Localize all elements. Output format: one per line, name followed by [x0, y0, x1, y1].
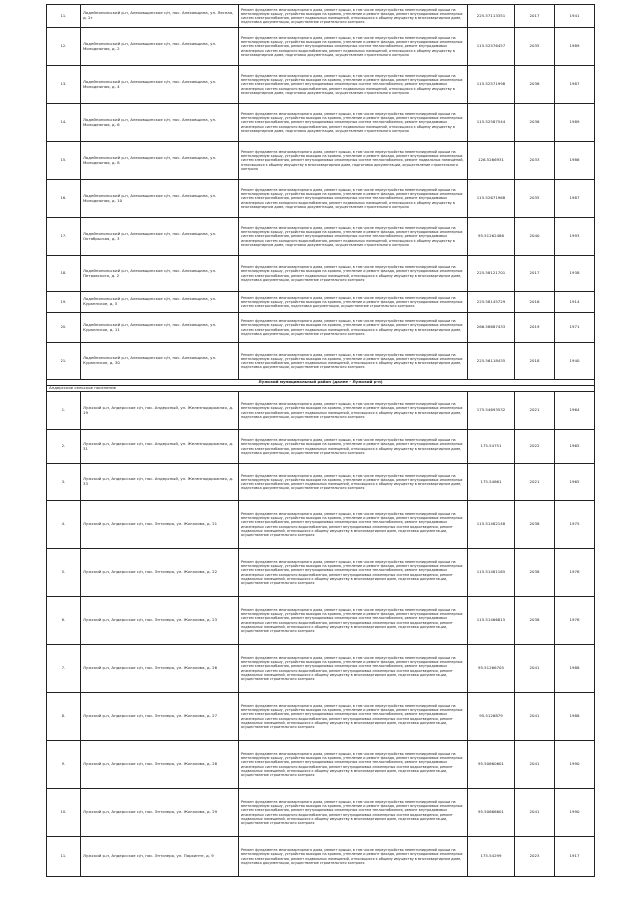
settlement-heading: Андерсское сельское поселение [47, 386, 595, 392]
planned-year: 2038 [515, 597, 555, 645]
planned-year: 2040 [515, 218, 555, 256]
building-address: Лодейнопольский р-н, Алеховщинское с/п, пос. Алеховщина, ул. Октябрьская, д. 3 [81, 218, 239, 256]
year-built: 1993 [555, 218, 595, 256]
row-number: 18. [47, 256, 81, 292]
repair-cost: 225.58121701 [468, 256, 515, 292]
planned-year: 2036 [515, 104, 555, 142]
planned-year: 2035 [515, 180, 555, 218]
repair-cost: 225.56118435 [468, 343, 515, 380]
table-row [47, 392, 595, 430]
year-built: 1986 [555, 142, 595, 180]
year-built: 1914 [555, 292, 595, 313]
row-number: 6. [47, 597, 81, 645]
repair-cost: 175.54693532 [468, 392, 515, 430]
table-row [47, 693, 595, 741]
table-row [47, 313, 595, 343]
repair-cost: 115.52671968 [468, 180, 515, 218]
building-address: Лодейнопольский р-н, Алеховщинское с/п, пос. Алеховщина, ул. Кураннское, д. 11 [81, 313, 239, 343]
table-row [47, 292, 595, 313]
row-number: 12. [47, 28, 81, 66]
year-built: 1990 [555, 741, 595, 789]
building-address: Лодейнопольский р-н, Алеховщинское с/п, пос. Алеховщина, ул. Молодежная, д. 8 [81, 142, 239, 180]
repair-works: Ремонт фундамента многоквартирного дома, ремонт крыши, в том числе переустройство невентилируемой крыши на вентилируемую крышу, устройство выходов на кровлю, утепление и ремонт фасада, ремонт внутридомовых инженерных систем электроснабжения, ремонт внутридомовых инженерных систем теплоснабжения, ремонт внутридомовых инженерных систем холодного водоснабжения, ремонт подвальных помещений, относящихся к общему имуществу в многоквартирном доме, подготовка документации, осуществление строительного контроля [239, 66, 468, 104]
building-address: Лодейнопольский р-н, Алеховщинское с/п, пос. Алеховщина, ул. Молодежная, д. 4 [81, 66, 239, 104]
year-built: 1988 [555, 645, 595, 693]
planned-year: 2016 [515, 292, 555, 313]
capital-repair-table-page [46, 4, 594, 877]
repair-cost: 225.57113351 [468, 5, 515, 28]
table-row [47, 256, 595, 292]
planned-year: 2036 [515, 66, 555, 104]
district-heading: Лужский муниципальный район (далее - Лужский р-н) [47, 380, 595, 386]
repair-works: Ремонт фундамента многоквартирного дома, ремонт крыши, в том числе переустройство невентилируемой крыши на вентилируемую крышу, устройство выходов на кровлю, утепление и ремонт фасада, ремонт внутридомовых инженерных систем электроснабжения, ремонт внутридомовых инженерных систем теплоснабжения, ремонт внутридомовых инженерных систем холодного водоснабжения, ремонт внутридомовых инженерных систем водоотведения, ремонт подвальных помещений, относящихся к общему имуществу в многоквартирном доме, подготовка документации, осуществление строительного контроля [239, 501, 468, 549]
building-address: Лодейнопольский р-н, Алеховщинское с/п, пос. Алеховщина, ул. Петровского, д. 2 [81, 256, 239, 292]
repair-cost: 175.54299 [468, 837, 515, 877]
row-number: 21. [47, 343, 81, 380]
repair-works: Ремонт фундамента многоквартирного дома, ремонт крыши, в том числе переустройство невентилируемой крыши на вентилируемую крышу, устройство выходов на кровлю, утепление и ремонт фасада, ремонт внутридомовых инженерных систем электроснабжения, ремонт внутридомовых инженерных систем теплоснабжения, ремонт подвальных помещений, относящихся к общему имуществу в многоквартирном доме, подготовка документации, осуществление строительного контроля [239, 142, 468, 180]
planned-year: 2041 [515, 693, 555, 741]
table-row [47, 597, 595, 645]
planned-year: 2018 [515, 343, 555, 380]
repair-cost: 95.50660601 [468, 741, 515, 789]
repair-cost: 95.5126879 [468, 693, 515, 741]
building-address: Лодейнопольский р-н, Алеховщинское с/п, пос. Алеховщина, ул. Кураннское, д. 30 [81, 343, 239, 380]
repair-works: Ремонт фундамента многоквартирного дома, ремонт крыши, в том числе переустройство невентилируемой крыши на вентилируемую крышу, устройство выходов на кровлю, утепление и ремонт фасада, ремонт внутридомовых инженерных систем электроснабжения, ремонт внутридомовых инженерных систем теплоснабжения, ремонт внутридомовых инженерных систем холодного водоснабжения, ремонт внутридомовых инженерных систем водоотведения, ремонт подвальных помещений, относящихся к общему имуществу в многоквартирном доме, подготовка документации, осуществление строительного контроля [239, 549, 468, 597]
row-number: 5. [47, 549, 81, 597]
repair-cost: 115.51481165 [468, 549, 515, 597]
planned-year: 2021 [515, 392, 555, 430]
repair-cost: 225.58145729 [468, 292, 515, 313]
year-built: 1988 [555, 693, 595, 741]
repair-works: Ремонт фундамента многоквартирного дома, ремонт крыши, в том числе переустройство невентилируемой крыши на вентилируемую крышу, устройство выходов на кровлю, утепление и ремонт фасада, ремонт внутридомовых инженерных систем электроснабжения, ремонт внутридомовых инженерных систем теплоснабжения, ремонт внутридомовых инженерных систем холодного водоснабжения, ремонт подвальных помещений, относящихся к общему имуществу в многоквартирном доме, подготовка документации, осуществление строительного контроля [239, 28, 468, 66]
year-built: 1976 [555, 597, 595, 645]
building-address: Лодейнопольский р-н, Алеховщинское с/п, пос. Алеховщина, ул. Лесная, д. 2г [81, 5, 239, 28]
table-row [47, 837, 595, 877]
row-number: 11. [47, 5, 81, 28]
table-row [47, 741, 595, 789]
year-built: 1971 [555, 313, 595, 343]
repair-cost: 115.52576457 [468, 28, 515, 66]
row-number: 1. [47, 392, 81, 430]
building-address: Лужский р-н, Андерсское с/п, пос. Андерсный, ул. Железнодорожная, д. 31 [81, 430, 239, 464]
planned-year: 2021 [515, 464, 555, 501]
repair-cost: 115.52587544 [468, 104, 515, 142]
year-built: 1990 [555, 789, 595, 837]
table-row [47, 645, 595, 693]
row-number: 15. [47, 142, 81, 180]
repair-cost: 115.51482148 [468, 501, 515, 549]
row-number: 20. [47, 313, 81, 343]
planned-year: 2041 [515, 741, 555, 789]
repair-works: Ремонт фундамента многоквартирного дома, ремонт крыши, в том числе переустройство невентилируемой крыши на вентилируемую крышу, устройство выходов на кровлю, утепление и ремонт фасада, ремонт внутридомовых инженерных систем электроснабжения, ремонт внутридомовых инженерных систем теплоснабжения, ремонт внутридомовых инженерных систем холодного водоснабжения, ремонт внутридомовых инженерных систем водоотведения, ремонт подвальных помещений, относящихся к общему имуществу в многоквартирном доме, подготовка документации, осуществление строительного контроля [239, 645, 468, 693]
repair-cost: 115.51466815 [468, 597, 515, 645]
repair-works: Ремонт фундамента многоквартирного дома, ремонт крыши, в том числе переустройство невентилируемой крыши на вентилируемую крышу, устройство выходов на кровлю, утепление и ремонт фасада, ремонт внутридомовых инженерных систем электроснабжения, ремонт подвальных помещений, относящихся к общему имуществу в многоквартирном доме, подготовка документации, осуществление строительного контроля [239, 313, 468, 343]
table-row [47, 218, 595, 256]
year-built: 1976 [555, 549, 595, 597]
row-number: 11. [47, 837, 81, 877]
planned-year: 2038 [515, 501, 555, 549]
planned-year: 2022 [515, 430, 555, 464]
planned-year: 2019 [515, 313, 555, 343]
building-address: Лужский р-н, Андерсское с/п, пос. Андерсный, ул. Железнодорожная, д. 19 [81, 392, 239, 430]
building-address: Лужский р-н, Андерсское с/п, пос. Энтозеро, ул. Жигалова, д. 29 [81, 789, 239, 837]
repair-works: Ремонт фундамента многоквартирного дома, ремонт крыши, в том числе переустройство невентилируемой крыши на вентилируемую крышу, устройство выходов на кровлю, утепление и ремонт фасада, ремонт внутридомовых инженерных систем электроснабжения, ремонт подвальных помещений, относящихся к общему имуществу в многоквартирном доме, подготовка документации, осуществление строительного контроля [239, 256, 468, 292]
row-number: 10. [47, 789, 81, 837]
table-row [47, 430, 595, 464]
row-number: 13. [47, 66, 81, 104]
building-address: Лужский р-н, Андерсское с/п, пос. Энтозеро, ул. Жигалова, д. 22 [81, 549, 239, 597]
year-built: 1989 [555, 28, 595, 66]
repair-program-table [46, 4, 595, 877]
year-built: 1917 [555, 837, 595, 877]
year-built: 1987 [555, 66, 595, 104]
table-row [47, 104, 595, 142]
repair-works: Ремонт фундамента многоквартирного дома, ремонт крыши, в том числе переустройство невентилируемой крыши на вентилируемую крышу, устройство выходов на кровлю, утепление и ремонт фасада, ремонт внутридомовых инженерных систем электроснабжения, ремонт подвальных помещений, относящихся к общему имуществу в многоквартирном доме, подготовка документации, осуществление строительного контроля [239, 343, 468, 380]
repair-works: Ремонт фундамента многоквартирного дома, ремонт крыши, в том числе переустройство невентилируемой крыши на вентилируемую крышу, устройство выходов на кровлю, утепление и ремонт фасада, ремонт внутридомовых инженерных систем электроснабжения, ремонт внутридомовых инженерных систем теплоснабжения, ремонт внутридомовых инженерных систем холодного водоснабжения, ремонт подвальных помещений, относящихся к общему имуществу в многоквартирном доме, подготовка документации, осуществление строительного контроля [239, 180, 468, 218]
planned-year: 2017 [515, 256, 555, 292]
planned-year: 2041 [515, 789, 555, 837]
year-built: 1964 [555, 392, 595, 430]
building-address: Лужский р-н, Андерсское с/п, пос. Энтозеро, ул. Пархинте, д. 9 [81, 837, 239, 877]
building-address: Лужский р-н, Андерсское с/п, пос. Андерсный, ул. Железнодорожная, д. 33 [81, 464, 239, 501]
building-address: Лужский р-н, Андерсское с/п, пос. Энтозеро, ул. Жигалова, д. 26 [81, 645, 239, 693]
building-address: Лужский р-н, Андерсское с/п, пос. Энтозеро, ул. Жигалова, д. 21 [81, 501, 239, 549]
repair-works: Ремонт фундамента многоквартирного дома, ремонт крыши, в том числе переустройство невентилируемой крыши на вентилируемую крышу, устройство выходов на кровлю, утепление и ремонт фасада, ремонт внутридомовых инженерных систем электроснабжения, ремонт подвальных помещений, относящихся к общему имуществу в многоквартирном доме, подготовка документации, осуществление строительного контроля [239, 464, 468, 501]
row-number: 4. [47, 501, 81, 549]
row-number: 19. [47, 292, 81, 313]
building-address: Лодейнопольский р-н, Алеховщинское с/п, пос. Алеховщина, ул. Молодежная, д. 2 [81, 28, 239, 66]
row-number: 3. [47, 464, 81, 501]
building-address: Лодейнопольский р-н, Алеховщинское с/п, пос. Алеховщина, ул. Кураннское, д. 5 [81, 292, 239, 313]
year-built: 1987 [555, 180, 595, 218]
repair-works: Ремонт фундамента многоквартирного дома, ремонт крыши, в том числе переустройство невентилируемой крыши на вентилируемую крышу, устройство выходов на кровлю, утепление и ремонт фасада, ремонт внутридомовых инженерных систем электроснабжения, ремонт внутридомовых инженерных систем теплоснабжения, ремонт внутридомовых инженерных систем холодного водоснабжения, ремонт подвальных помещений, относящихся к общему имуществу в многоквартирном доме, подготовка документации, осуществление строительного контроля [239, 218, 468, 256]
table-row [47, 180, 595, 218]
row-number: 14. [47, 104, 81, 142]
repair-works: Ремонт фундамента многоквартирного дома, ремонт крыши, в том числе переустройство невентилируемой крыши на вентилируемую крышу, устройство выходов на кровлю, утепление и ремонт фасада, ремонт внутридомовых инженерных систем электроснабжения, ремонт подвальных помещений, относящихся к общему имуществу в многоквартирном доме, подготовка документации, осуществление строительного контроля [239, 5, 468, 28]
row-number: 7. [47, 645, 81, 693]
building-address: Лужский р-н, Андерсское с/п, пос. Энтозеро, ул. Жигалова, д. 27 [81, 693, 239, 741]
repair-cost: 175.54661 [468, 464, 515, 501]
repair-cost: 115.52571998 [468, 66, 515, 104]
repair-works: Ремонт фундамента многоквартирного дома, ремонт крыши, в том числе переустройство невентилируемой крыши на вентилируемую крышу, устройство выходов на кровлю, утепление и ремонт фасада, ремонт внутридомовых инженерных систем электроснабжения, ремонт подвальных помещений, относящихся к общему имуществу в многоквартирном доме, подготовка документации, осуществление строительного контроля [239, 392, 468, 430]
repair-works: Ремонт фундамента многоквартирного дома, ремонт крыши, в том числе переустройство невентилируемой крыши на вентилируемую крышу, устройство выходов на кровлю, утепление и ремонт фасада, ремонт внутридомовых инженерных систем электроснабжения, ремонт внутридомовых инженерных систем теплоснабжения, ремонт внутридомовых инженерных систем холодного водоснабжения, ремонт внутридомовых инженерных систем водоотведения, ремонт подвальных помещений, относящихся к общему имуществу в многоквартирном доме, подготовка документации, осуществление строительного контроля [239, 789, 468, 837]
repair-works: Ремонт фундамента многоквартирного дома, ремонт крыши, в том числе переустройство невентилируемой крыши на вентилируемую крышу, устройство выходов на кровлю, утепление и ремонт фасада, ремонт внутридомовых инженерных систем электроснабжения, подготовка документации, осуществление строительного контроля [239, 292, 468, 313]
year-built: 1941 [555, 5, 595, 28]
repair-cost: 266.58687433 [468, 313, 515, 343]
planned-year: 2035 [515, 28, 555, 66]
table-row [47, 549, 595, 597]
building-address: Лодейнопольский р-н, Алеховщинское с/п, пос. Алеховщина, ул. Молодежная, д. 10 [81, 180, 239, 218]
table-row [47, 28, 595, 66]
building-address: Лужский р-н, Андерсское с/п, пос. Энтозеро, ул. Жигалова, д. 23 [81, 597, 239, 645]
repair-cost: 175.54751 [468, 430, 515, 464]
planned-year: 2041 [515, 645, 555, 693]
table-row [47, 464, 595, 501]
year-built: 1965 [555, 430, 595, 464]
table-row [47, 142, 595, 180]
table-body [47, 5, 595, 877]
repair-works: Ремонт фундамента многоквартирного дома, ремонт крыши, в том числе переустройство невентилируемой крыши на вентилируемую крышу, устройство выходов на кровлю, утепление и ремонт фасада, ремонт внутридомовых инженерных систем электроснабжения, ремонт внутридомовых инженерных систем теплоснабжения, ремонт внутридомовых инженерных систем холодного водоснабжения, ремонт внутридомовых инженерных систем водоотведения, ремонт подвальных помещений, относящихся к общему имуществу в многоквартирном доме, подготовка документации, осуществление строительного контроля [239, 597, 468, 645]
repair-works: Ремонт фундамента многоквартирного дома, ремонт крыши, в том числе переустройство невентилируемой крыши на вентилируемую крышу, устройство выходов на кровлю, утепление и ремонт фасада, ремонт внутридомовых инженерных систем электроснабжения, ремонт подвальных помещений, относящихся к общему имуществу в многоквартирном доме, подготовка документации, осуществление строительного контроля [239, 837, 468, 877]
planned-year: 2017 [515, 5, 555, 28]
repair-cost: 95.51266705 [468, 645, 515, 693]
repair-cost: 95.51262486 [468, 218, 515, 256]
table-row [47, 343, 595, 380]
repair-works: Ремонт фундамента многоквартирного дома, ремонт крыши, в том числе переустройство невентилируемой крыши на вентилируемую крышу, устройство выходов на кровлю, утепление и ремонт фасада, ремонт внутридомовых инженерных систем электроснабжения, ремонт внутридомовых инженерных систем теплоснабжения, ремонт внутридомовых инженерных систем холодного водоснабжения, ремонт внутридомовых инженерных систем водоотведения, ремонт подвальных помещений, относящихся к общему имуществу в многоквартирном доме, подготовка документации, осуществление строительного контроля [239, 741, 468, 789]
year-built: 1965 [555, 464, 595, 501]
row-number: 17. [47, 218, 81, 256]
row-number: 8. [47, 693, 81, 741]
table-row [47, 66, 595, 104]
row-number: 2. [47, 430, 81, 464]
repair-works: Ремонт фундамента многоквартирного дома, ремонт крыши, в том числе переустройство невентилируемой крыши на вентилируемую крышу, устройство выходов на кровлю, утепление и ремонт фасада, ремонт внутридомовых инженерных систем электроснабжения, ремонт внутридомовых инженерных систем теплоснабжения, ремонт внутридомовых инженерных систем холодного водоснабжения, ремонт подвальных помещений, относящихся к общему имуществу в многоквартирном доме, подготовка документации, осуществление строительного контроля [239, 104, 468, 142]
building-address: Лодейнопольский р-н, Алеховщинское с/п, пос. Алеховщина, ул. Молодежная, д. 6 [81, 104, 239, 142]
repair-cost: 126.5266931 [468, 142, 515, 180]
planned-year: 2038 [515, 549, 555, 597]
planned-year: 2033 [515, 142, 555, 180]
year-built: 1938 [555, 256, 595, 292]
repair-works: Ремонт фундамента многоквартирного дома, ремонт крыши, в том числе переустройство невентилируемой крыши на вентилируемую крышу, устройство выходов на кровлю, утепление и ремонт фасада, ремонт внутридомовых инженерных систем электроснабжения, ремонт внутридомовых инженерных систем теплоснабжения, ремонт внутридомовых инженерных систем холодного водоснабжения, ремонт внутридомовых инженерных систем водоотведения, ремонт подвальных помещений, относящихся к общему имуществу в многоквартирном доме, подготовка документации, осуществление строительного контроля [239, 693, 468, 741]
repair-works: Ремонт фундамента многоквартирного дома, ремонт крыши, в том числе переустройство невентилируемой крыши на вентилируемую крышу, устройство выходов на кровлю, утепление и ремонт фасада, ремонт внутридомовых инженерных систем электроснабжения, ремонт подвальных помещений, относящихся к общему имуществу в многоквартирном доме, подготовка документации, осуществление строительного контроля [239, 430, 468, 464]
planned-year: 2023 [515, 837, 555, 877]
repair-cost: 95.50666601 [468, 789, 515, 837]
year-built: 1940 [555, 343, 595, 380]
row-number: 16. [47, 180, 81, 218]
year-built: 1975 [555, 501, 595, 549]
table-row [47, 5, 595, 28]
table-row [47, 501, 595, 549]
table-row [47, 789, 595, 837]
year-built: 1989 [555, 104, 595, 142]
row-number: 9. [47, 741, 81, 789]
building-address: Лужский р-н, Андерсское с/п, пос. Энтозеро, ул. Жигалова, д. 28 [81, 741, 239, 789]
